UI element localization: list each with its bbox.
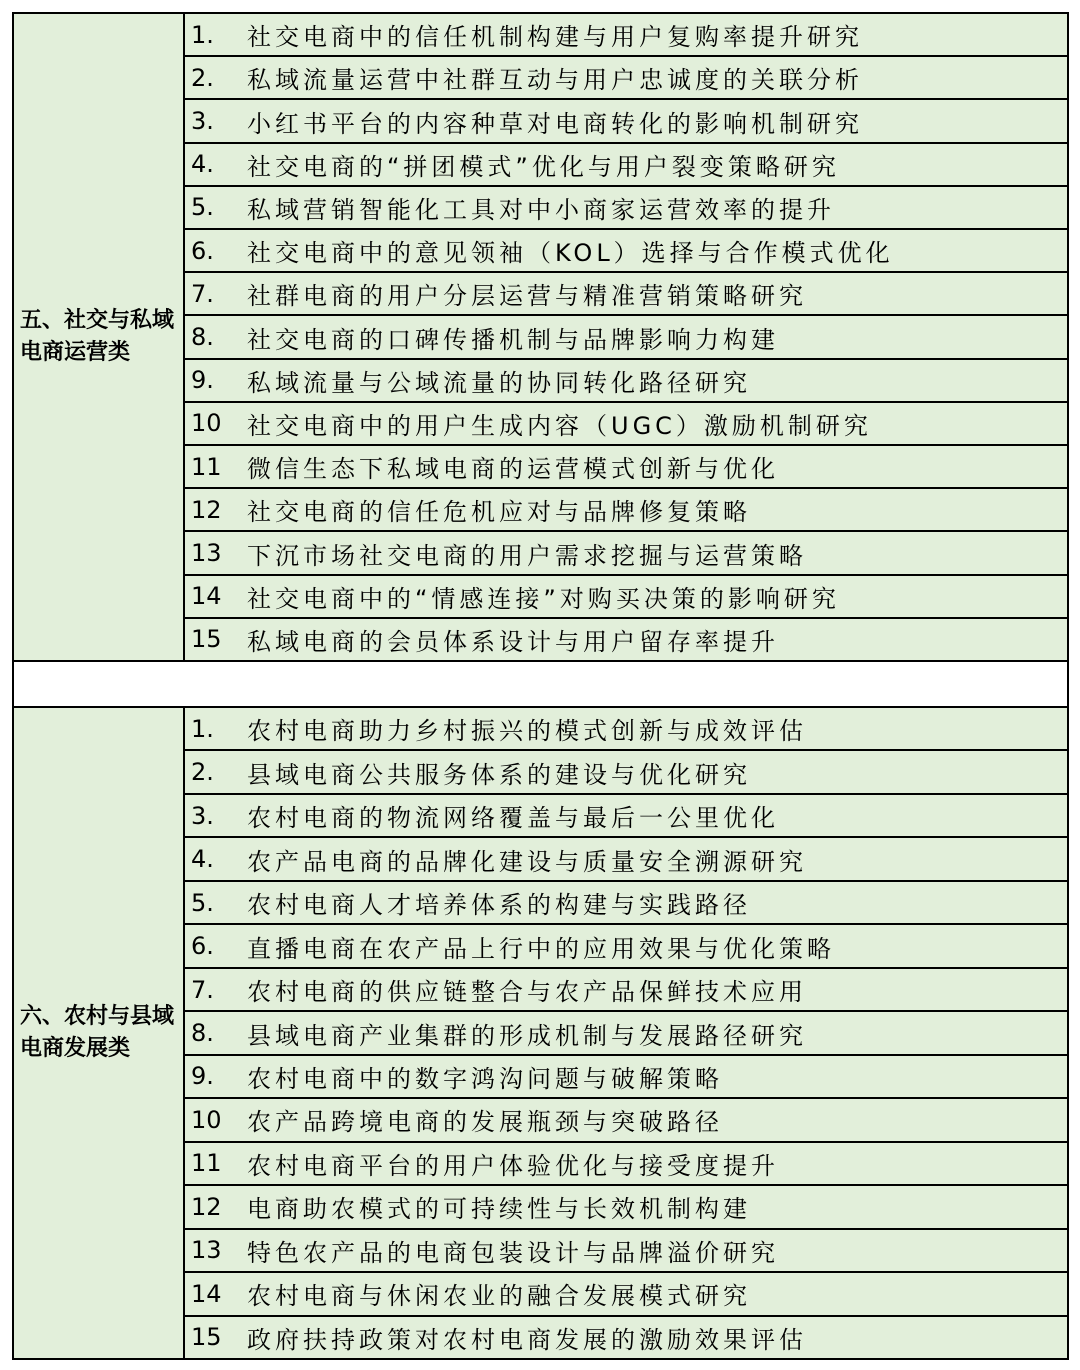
table-row xyxy=(185,1099,1067,1142)
topic-number: 7. xyxy=(191,975,214,1004)
topic-number: 2. xyxy=(191,63,214,92)
table-row xyxy=(185,1143,1067,1186)
section-rural-county-ecommerce xyxy=(12,706,1069,1360)
table-row xyxy=(185,446,1067,489)
topic-number: 9. xyxy=(191,1062,214,1091)
table-row xyxy=(185,882,1067,925)
topic-title: 私域营销智能化工具对中小商家运营效率的提升 xyxy=(247,195,835,224)
table-row xyxy=(185,1012,1067,1055)
table-row xyxy=(185,1230,1067,1273)
topic-title: 社交电商中的“情感连接”对购买决策的影响研究 xyxy=(247,584,840,613)
table-row xyxy=(185,273,1067,316)
topic-title: 社交电商中的意见领袖（KOL）选择与合作模式优化 xyxy=(247,239,894,268)
table-row xyxy=(185,1273,1067,1316)
category-cell xyxy=(14,14,185,660)
topic-number: 11 xyxy=(191,452,222,481)
topic-title: 农产品电商的品牌化建设与质量安全溯源研究 xyxy=(247,847,807,876)
topic-title: 社交电商的口碑传播机制与品牌影响力构建 xyxy=(247,325,779,354)
topic-title: 农产品跨境电商的发展瓶颈与突破路径 xyxy=(247,1108,723,1137)
topic-number: 1. xyxy=(191,714,214,743)
topic-title: 私域流量与公域流量的协同转化路径研究 xyxy=(247,368,751,397)
topic-number: 12 xyxy=(191,1192,222,1221)
table-row xyxy=(185,619,1067,660)
topic-number: 6. xyxy=(191,236,214,265)
topic-number: 5. xyxy=(191,888,214,917)
topic-number: 4. xyxy=(191,845,214,874)
table-row xyxy=(185,576,1067,619)
topic-title: 农村电商助力乡村振兴的模式创新与成效评估 xyxy=(247,717,807,746)
topic-number: 3. xyxy=(191,801,214,830)
topic-title: 社交电商中的信任机制构建与用户复购率提升研究 xyxy=(247,23,863,52)
topic-title: 下沉市场社交电商的用户需求挖掘与运营策略 xyxy=(247,541,807,570)
topic-title: 私域电商的会员体系设计与用户留存率提升 xyxy=(247,627,779,656)
topic-number: 7. xyxy=(191,279,214,308)
category-label: 六、农村与县域电商发展类 xyxy=(20,1004,175,1061)
table-row xyxy=(185,57,1067,100)
topic-number: 3. xyxy=(191,107,214,135)
topic-list xyxy=(185,708,1067,1358)
topic-title: 农村电商的物流网络覆盖与最后一公里优化 xyxy=(247,804,779,833)
topic-title: 政府扶持政策对农村电商发展的激励效果评估 xyxy=(247,1325,807,1354)
topic-title: 微信生态下私域电商的运营模式创新与优化 xyxy=(247,455,779,484)
table-row xyxy=(185,708,1067,751)
table-row xyxy=(185,360,1067,403)
topic-number: 13 xyxy=(191,539,222,568)
table-row xyxy=(185,969,1067,1012)
topic-number: 1. xyxy=(191,20,214,49)
topic-number: 14 xyxy=(191,582,222,611)
topic-number: 8. xyxy=(191,1019,214,1048)
table-row xyxy=(185,187,1067,230)
table-row xyxy=(185,100,1067,143)
topic-title: 农村电商平台的用户体验优化与接受度提升 xyxy=(247,1151,779,1180)
table-row xyxy=(185,532,1067,575)
topic-number: 6. xyxy=(191,932,214,961)
table-row xyxy=(185,925,1067,968)
topic-title: 县域电商产业集群的形成机制与发展路径研究 xyxy=(247,1021,807,1050)
section-spacer xyxy=(12,662,1069,706)
table-row xyxy=(185,14,1067,57)
table-row xyxy=(185,838,1067,881)
table-row xyxy=(185,316,1067,359)
topic-number: 8. xyxy=(191,323,214,352)
table-row xyxy=(185,1186,1067,1229)
topic-title: 直播电商在农产品上行中的应用效果与优化策略 xyxy=(247,934,835,963)
table-row xyxy=(185,144,1067,187)
table-row xyxy=(185,1056,1067,1099)
topic-title: 社群电商的用户分层运营与精准营销策略研究 xyxy=(247,282,807,311)
table-row xyxy=(185,795,1067,838)
category-cell xyxy=(14,708,185,1358)
topic-title: 社交电商的信任危机应对与品牌修复策略 xyxy=(247,498,751,527)
topic-number: 5. xyxy=(191,193,214,222)
table-row xyxy=(185,403,1067,446)
topic-title: 社交电商中的用户生成内容（UGC）激励机制研究 xyxy=(247,411,872,440)
topic-number: 9. xyxy=(191,366,214,395)
table-row xyxy=(185,489,1067,532)
topic-title: 农村电商与休闲农业的融合发展模式研究 xyxy=(247,1282,751,1311)
table-row xyxy=(185,230,1067,273)
topic-title: 私域流量运营中社群互动与用户忠诚度的关联分析 xyxy=(247,66,863,95)
topic-number: 10 xyxy=(191,1105,222,1134)
topic-number: 11 xyxy=(191,1149,222,1178)
topic-title: 电商助农模式的可持续性与长效机制构建 xyxy=(247,1195,751,1224)
table-row xyxy=(185,751,1067,794)
topic-number: 10 xyxy=(191,409,222,438)
topic-number: 4. xyxy=(191,150,214,179)
topic-number: 15 xyxy=(191,625,222,654)
topic-title: 县域电商公共服务体系的建设与优化研究 xyxy=(247,760,751,789)
topic-number: 14 xyxy=(191,1279,222,1308)
topic-number: 12 xyxy=(191,495,222,524)
topic-number: 2. xyxy=(191,758,214,787)
topic-number: 15 xyxy=(191,1323,222,1352)
topic-title: 小红书平台的内容种草对电商转化的影响机制研究 xyxy=(247,109,863,138)
topic-list xyxy=(185,14,1067,660)
topic-title: 农村电商的供应链整合与农产品保鲜技术应用 xyxy=(247,978,807,1007)
topic-title: 社交电商的“拼团模式”优化与用户裂变策略研究 xyxy=(247,152,840,181)
topic-number: 13 xyxy=(191,1236,222,1265)
section-social-private-ecommerce xyxy=(12,12,1069,662)
category-label: 五、社交与私域电商运营类 xyxy=(20,308,175,365)
topic-title: 农村电商人才培养体系的构建与实践路径 xyxy=(247,891,751,920)
topic-title: 农村电商中的数字鸿沟问题与破解策略 xyxy=(247,1064,723,1093)
topic-title: 特色农产品的电商包装设计与品牌溢价研究 xyxy=(247,1238,779,1267)
table-row xyxy=(185,1317,1067,1358)
